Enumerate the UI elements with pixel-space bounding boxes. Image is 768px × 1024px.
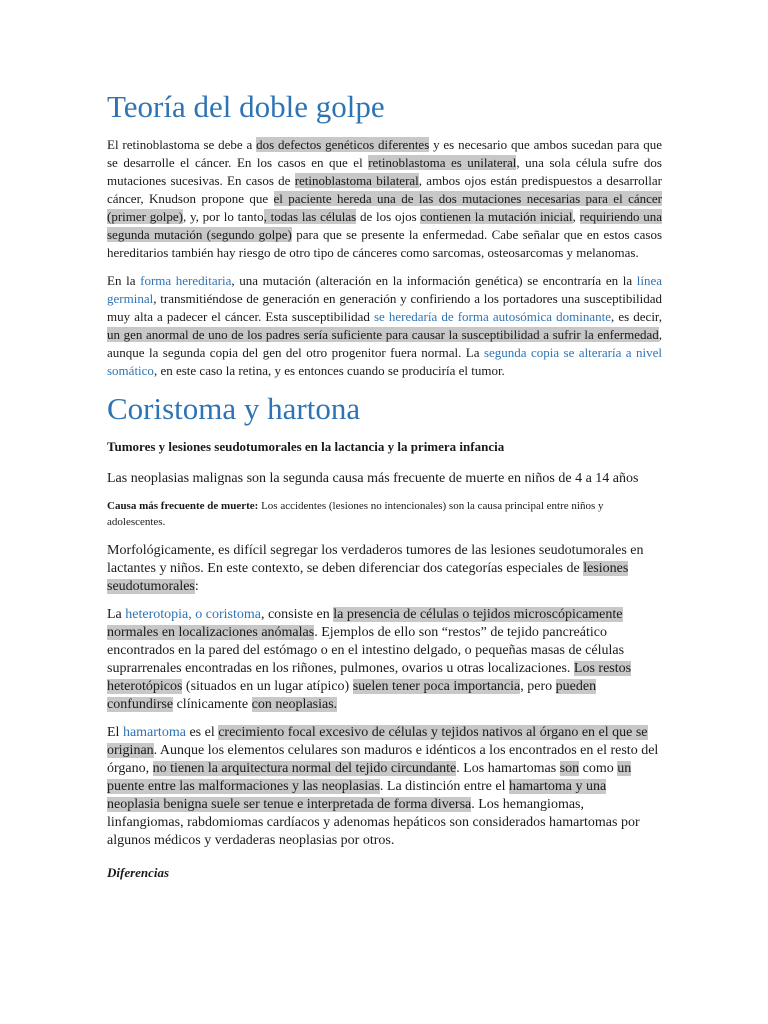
- highlighted-text: retinoblastoma es unilateral: [368, 155, 517, 170]
- text-run: para que se presente la enfermedad. Cabe señalar que en estos casos hereditarios también hay riesgo de otro tipo de cánceres como sarcomas, osteosarcomas y melanomas.: [107, 227, 663, 260]
- subtitle-tumores-lactancia: Tumores y lesiones seudotumorales en la lactancia y la primera infancia: [107, 439, 505, 454]
- highlighted-text: hamartoma y una neoplasia benigna suele ser tenue e interpretada de forma diversa: [107, 779, 607, 812]
- highlighted-text: contienen la mutación inicial: [420, 209, 573, 224]
- text-run: Morfológicamente, es difícil segregar los verdaderos tumores de las lesiones seudotumorales en lactantes y niños. En este contexto, se deben diferenciar dos categorías especiales de: [107, 543, 644, 576]
- term-link[interactable]: se heredaría de forma autosómica dominante: [373, 309, 612, 324]
- heading-coristoma-hartona: Coristoma y hartona: [107, 391, 361, 426]
- paragraph-retinoblastoma: [107, 136, 662, 262]
- highlighted-text: retinoblastoma bilateral: [294, 173, 419, 188]
- text-run: (situados en un lugar atípico): [182, 679, 353, 694]
- heading-teoria-doble-golpe: Teoría del doble golpe: [107, 89, 385, 124]
- text-run: , aunque la segunda copia del gen del otro progenitor fuera normal. La: [107, 327, 662, 360]
- paragraph-neoplasias-malignas: Las neoplasias malignas son la segunda causa más frecuente de muerte en niños de 4 a 14 años: [107, 471, 639, 486]
- text-run: El retinoblastoma se debe a: [107, 137, 257, 152]
- paragraph-heterotopia: [107, 606, 662, 714]
- highlighted-text: el paciente hereda una de las dos mutaciones necesarias para el cáncer (primer golpe): [107, 191, 662, 224]
- text-run: Los accidentes (lesiones no intencionales) son la causa principal entre niños y adolescentes.: [107, 500, 604, 528]
- highlighted-text: requiriendo una segunda mutación (segundo golpe): [107, 209, 662, 242]
- bold-label: Causa más frecuente de muerte:: [107, 500, 259, 512]
- paragraph-causa-muerte: [107, 498, 662, 530]
- paragraph-hamartoma: [107, 724, 662, 850]
- highlighted-text: la presencia de células o tejidos microscópicamente normales en localizaciones anómalas: [107, 607, 623, 640]
- text-run: La: [107, 607, 126, 622]
- paragraph-morfologicamente: [107, 542, 662, 596]
- text-run: , y, por lo tanto: [182, 209, 264, 224]
- term-link[interactable]: segunda copia se alteraría a nivel somático: [107, 345, 663, 378]
- text-run: , una sola célula sufre dos mutaciones sucesivas. En casos de: [107, 155, 662, 188]
- text-run: . La distinción entre el: [379, 779, 509, 794]
- term-link[interactable]: línea germinal: [107, 273, 663, 306]
- text-run: . Aunque los elementos celulares son maduros e idénticos a los encontrados en el resto del órgano,: [107, 743, 659, 776]
- text-run: , consiste en: [260, 607, 334, 622]
- text-run: , ambos ojos están predispuestos a desarrollar cáncer, Knudson propone que: [107, 173, 662, 206]
- text-run: clínicamente: [173, 697, 252, 712]
- text-run: como: [579, 761, 618, 776]
- term-link[interactable]: forma hereditaria: [140, 273, 232, 288]
- term-link[interactable]: hamartoma: [122, 725, 186, 740]
- text-run: , pero: [520, 679, 556, 694]
- text-run: es el: [185, 725, 219, 740]
- highlighted-text: un puente entre las malformaciones y las neoplasias: [107, 761, 632, 794]
- highlighted-text: lesiones seudotumorales: [107, 561, 629, 594]
- text-run: , es decir,: [611, 309, 662, 324]
- text-run: . Los hamartomas: [456, 761, 560, 776]
- text-run: , una mutación (alteración en la información genética) se encontraría en la: [231, 273, 637, 288]
- text-run: ,: [572, 209, 580, 224]
- term-link[interactable]: heterotopia, o coristoma: [125, 607, 261, 622]
- highlighted-text: no tienen la arquitectura normal del tejido circundante: [152, 761, 457, 776]
- highlighted-text: suelen tener poca importancia: [352, 679, 521, 694]
- text-run: de los ojos: [356, 209, 421, 224]
- text-run: :: [194, 579, 199, 594]
- highlighted-text: pueden confundirse: [107, 679, 597, 712]
- text-run: . Ejemplos de ello son “restos” de tejido pancreático encontrados en la pared del estómago o en el intestino delgado, o pequeñas masas de células suprarrenales encontradas en los riñones, pulmones, ovarios u otras localizaciones.: [107, 625, 625, 676]
- highlighted-text: son: [559, 761, 580, 776]
- highlighted-text: dos defectos genéticos diferentes: [256, 137, 430, 152]
- paragraph-forma-hereditaria: [107, 272, 662, 380]
- text-run: , transmitiéndose de generación en generación y confiriendo a los portadores una susceptibilidad muy alta a padecer el cáncer. Esta susceptibilidad: [107, 291, 662, 324]
- highlighted-text: Los restos heterotópicos: [107, 661, 632, 694]
- highlighted-text: crecimiento focal excesivo de células y tejidos nativos al órgano en el que se originan: [107, 725, 648, 758]
- document-content: [107, 88, 662, 892]
- text-run: , en este caso la retina, y es entonces cuando se produciría el tumor.: [153, 363, 505, 378]
- highlighted-text: con neoplasias.: [251, 697, 338, 712]
- highlighted-text: , todas las células: [263, 209, 357, 224]
- text-run: En la: [107, 273, 141, 288]
- highlighted-text: un gen anormal de uno de los padres sería suficiente para causar la susceptibilidad a sufrir la enfermedad: [107, 327, 659, 342]
- text-run: y es necesario que ambos sucedan para que se desarrolle el cáncer. En los casos en que el: [107, 137, 662, 170]
- text-run: . Los hemangiomas, linfangiomas, rabdomiomas cardíacos y adenomas hepáticos son considerados hamartomas por algunos médicos y verdaderas neoplasias por otros.: [107, 797, 640, 848]
- heading-diferencias: Diferencias: [107, 865, 170, 880]
- text-run: El: [107, 725, 123, 740]
